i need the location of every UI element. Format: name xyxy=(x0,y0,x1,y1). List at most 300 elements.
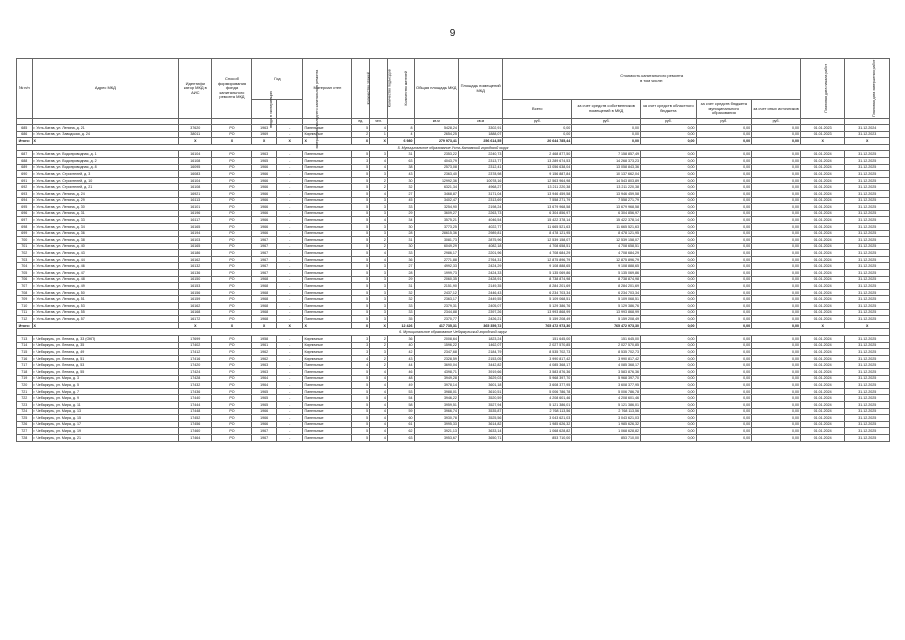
table-cell: Панельные xyxy=(303,157,352,164)
table-cell: г. Усть-Катав, ул. Ленина, д. 40 xyxy=(32,243,179,250)
table-cell: 2240,73 xyxy=(458,151,502,158)
table-cell: 2313,69 xyxy=(458,197,502,204)
table-cell: 0,00 xyxy=(752,151,801,158)
table-cell: 722 xyxy=(17,395,33,402)
total-row xyxy=(17,138,890,145)
table-cell: 01.01.2024 xyxy=(800,263,844,270)
table-cell: 01.01.2024 xyxy=(800,355,844,362)
table-cell: 2153,05 xyxy=(458,355,502,362)
table-cell: 5 159 208,49 xyxy=(503,316,572,323)
total-cell: 256 614,55 xyxy=(458,138,502,145)
table-cell: 31.12.2025 xyxy=(845,408,890,415)
table-cell: - xyxy=(276,171,303,178)
table-cell: 2 xyxy=(370,342,388,349)
table-cell: 5 xyxy=(352,125,370,132)
table-cell: г. Чебаркуль, ул. Мира, д. 5 xyxy=(32,382,179,389)
table-cell: - xyxy=(276,303,303,310)
table-cell: 16136 xyxy=(179,270,212,277)
table-cell: Панельные xyxy=(303,217,352,224)
total-cell: X xyxy=(352,138,370,145)
table-cell: г. Усть-Катав, ул. Ленина, д. 21 xyxy=(32,125,179,132)
table-cell: 1958 xyxy=(252,336,276,343)
table-cell: 31.12.2025 xyxy=(845,243,890,250)
table-cell: 0,00 xyxy=(641,401,697,408)
table-cell: 2397,26 xyxy=(458,309,502,316)
table-cell: 0,00 xyxy=(752,197,801,204)
unit-cell: руб. xyxy=(752,119,801,125)
table-cell: 16113 xyxy=(179,197,212,204)
table-cell: г. Усть-Катав, ул. Ленина, д. 31 xyxy=(32,210,179,217)
table-cell: 6049,29 xyxy=(414,243,458,250)
table-cell: 0,00 xyxy=(696,395,752,402)
table-cell: 5 129 386,76 xyxy=(572,303,641,310)
table-cell: 689 xyxy=(17,164,33,171)
table-row xyxy=(17,171,890,178)
table-cell: - xyxy=(276,243,303,250)
table-cell: 01.01.2024 xyxy=(800,349,844,356)
table-cell: 0,00 xyxy=(696,270,752,277)
total-cell: X xyxy=(845,322,890,329)
table-cell: 2328,59 xyxy=(414,355,458,362)
header-area-living: Площадь помещений МКД xyxy=(458,59,502,119)
table-cell: 2379,31 xyxy=(414,303,458,310)
table-cell: 13 993 868,99 xyxy=(503,309,572,316)
table-row xyxy=(17,303,890,310)
table-cell: 4022,77 xyxy=(458,223,502,230)
table-cell: - xyxy=(276,362,303,369)
table-cell: 0,00 xyxy=(641,177,697,184)
table-cell: 1 985 626,32 xyxy=(572,421,641,428)
table-cell: 1968 xyxy=(252,303,276,310)
table-cell: 5 xyxy=(352,171,370,178)
table-cell: 1968 xyxy=(252,276,276,283)
table-row xyxy=(17,296,890,303)
table-cell: 1966 xyxy=(252,177,276,184)
table-cell: 3978,14 xyxy=(414,382,458,389)
table-cell: 2875,96 xyxy=(458,237,502,244)
table-cell: 3966,74 xyxy=(414,408,458,415)
table-cell: 2201,96 xyxy=(458,250,502,257)
total-cell: 765 472 973,30 xyxy=(572,322,641,329)
header-floors: Количество этажей xyxy=(352,59,370,119)
table-cell: 0,00 xyxy=(696,237,752,244)
table-cell: 2426,21 xyxy=(458,316,502,323)
table-cell: 01.01.2024 xyxy=(800,243,844,250)
table-cell: - xyxy=(276,395,303,402)
table-cell: 3254,90 xyxy=(414,204,458,211)
header-cost-region: за счет средств областного бюджета xyxy=(641,100,697,119)
table-cell: 14 543 803,89 xyxy=(572,177,641,184)
table-body xyxy=(17,125,890,442)
table-cell: 5 xyxy=(352,401,370,408)
table-cell: 0,00 xyxy=(696,382,752,389)
table-cell: 1967 xyxy=(252,270,276,277)
table-cell: 53 xyxy=(387,388,414,395)
table-cell: 4968,27 xyxy=(458,184,502,191)
table-cell: 5 xyxy=(352,395,370,402)
table-cell: 1968 xyxy=(252,309,276,316)
table-cell: 0,00 xyxy=(641,316,697,323)
table-cell: 31.12.2025 xyxy=(845,230,890,237)
table-cell: 0,00 xyxy=(696,355,752,362)
table-cell: 1966 xyxy=(252,408,276,415)
table-cell: 0,00 xyxy=(696,276,752,283)
table-cell: 5 968 397,70 xyxy=(503,375,572,382)
table-cell: 17412 xyxy=(179,349,212,356)
table-row xyxy=(17,434,890,441)
table-cell: 2151,90 xyxy=(414,283,458,290)
table-cell: 4 xyxy=(370,388,388,395)
table-cell: 1967 xyxy=(252,250,276,257)
table-cell: 0,00 xyxy=(696,336,752,343)
table-cell: 15 422 378,14 xyxy=(572,217,641,224)
table-cell: 5 xyxy=(352,382,370,389)
table-cell: 0,00 xyxy=(752,375,801,382)
table-cell: 31.12.2025 xyxy=(845,190,890,197)
table-cell: РО xyxy=(212,184,252,191)
table-cell: 28 xyxy=(387,230,414,237)
table-cell: Панельные xyxy=(303,171,352,178)
table-cell: 7 558 271,79 xyxy=(503,197,572,204)
table-cell: Панельные xyxy=(303,184,352,191)
table-cell: РО xyxy=(212,263,252,270)
table-cell: 16083 xyxy=(179,171,212,178)
table-cell: 0,00 xyxy=(641,336,697,343)
table-cell: 693 xyxy=(17,190,33,197)
table-cell: 0,00 xyxy=(641,421,697,428)
table-cell: 13 056 638,04 xyxy=(503,164,572,171)
table-cell: 0,00 xyxy=(696,421,752,428)
table-cell: 0,00 xyxy=(696,316,752,323)
table-cell: 5 xyxy=(352,368,370,375)
table-cell: 0,00 xyxy=(696,289,752,296)
table-cell: 01.01.2024 xyxy=(800,184,844,191)
table-cell: 1823,24 xyxy=(458,336,502,343)
table-cell: 3171,04 xyxy=(458,190,502,197)
table-cell: 43 xyxy=(387,171,414,178)
table-cell: 01.01.2024 xyxy=(800,368,844,375)
total-cell: 0,00 xyxy=(641,138,697,145)
table-cell: 709 xyxy=(17,296,33,303)
table-cell: 0,00 xyxy=(696,204,752,211)
table-cell: 5 xyxy=(352,375,370,382)
table-cell: 63 xyxy=(387,434,414,441)
table-cell: 1964 xyxy=(252,375,276,382)
table-cell: 31.12.2025 xyxy=(845,382,890,389)
total-cell: X xyxy=(352,322,370,329)
table-cell: 01.01.2023 xyxy=(800,131,844,138)
header-ident: Идентифи катор МКД в АИС xyxy=(179,59,212,119)
table-cell: 01.01.2024 xyxy=(800,309,844,316)
table-cell: 01.01.2024 xyxy=(800,289,844,296)
table-cell: 01.01.2024 xyxy=(800,401,844,408)
table-row xyxy=(17,355,890,362)
table-cell: 719 xyxy=(17,375,33,382)
table-cell: - xyxy=(276,263,303,270)
table-cell: 31.12.2025 xyxy=(845,415,890,422)
table-cell: 31.12.2025 xyxy=(845,309,890,316)
table-row xyxy=(17,368,890,375)
total-cell: X xyxy=(276,138,303,145)
table-cell: 01.01.2024 xyxy=(800,210,844,217)
table-cell: - xyxy=(276,177,303,184)
table-cell: 720 xyxy=(17,382,33,389)
table-cell: 2347,68 xyxy=(414,349,458,356)
table-cell: 2312,41 xyxy=(458,164,502,171)
total-cell: 20 644 785,44 xyxy=(503,138,572,145)
table-cell: 3 608 377,95 xyxy=(572,382,641,389)
table-cell: г. Чебаркуль, ул. Мира, д. 3 xyxy=(32,375,179,382)
table-cell: - xyxy=(276,223,303,230)
table-cell: 01.01.2024 xyxy=(800,250,844,257)
page-number: 9 xyxy=(449,28,456,39)
table-cell: 5 xyxy=(352,303,370,310)
table-cell: 31.12.2024 xyxy=(845,125,890,132)
table-cell: 0,00 xyxy=(641,263,697,270)
total-cell: X xyxy=(212,138,252,145)
table-cell: 5 xyxy=(352,309,370,316)
table-cell: - xyxy=(276,250,303,257)
table-row xyxy=(17,401,890,408)
table-cell: 17402 xyxy=(179,342,212,349)
table-cell: 2 468 877,50 xyxy=(503,151,572,158)
table-cell: 2 xyxy=(370,355,388,362)
table-cell: 1962 xyxy=(252,355,276,362)
table-cell: г. Усть-Катав, ул. Ленина, д. 36 xyxy=(32,230,179,237)
table-cell: РО xyxy=(212,230,252,237)
table-cell: 01.01.2024 xyxy=(800,157,844,164)
table-cell: 2 027 570,85 xyxy=(572,342,641,349)
table-row xyxy=(17,421,890,428)
table-cell: 32 xyxy=(387,289,414,296)
table-cell: 0,00 xyxy=(696,164,752,171)
table-cell: 01.01.2024 xyxy=(800,336,844,343)
table-cell: Панельные xyxy=(303,309,352,316)
table-cell: Панельные xyxy=(303,415,352,422)
table-cell: 31.12.2025 xyxy=(845,289,890,296)
table-cell: 45 xyxy=(387,197,414,204)
table-cell: 691 xyxy=(17,177,33,184)
table-cell: Панельные xyxy=(303,434,352,441)
table-cell: 16168 xyxy=(179,309,212,316)
table-cell: 1962 xyxy=(252,349,276,356)
table-cell: 8 535 702,73 xyxy=(503,349,572,356)
table-cell: 3 xyxy=(370,303,388,310)
table-cell: 0,00 xyxy=(641,250,697,257)
table-cell: 8 738 874,98 xyxy=(503,276,572,283)
table-cell: - xyxy=(276,342,303,349)
table-cell: 0,00 xyxy=(641,303,697,310)
table-cell: 5 xyxy=(352,210,370,217)
table-cell: 717 xyxy=(17,362,33,369)
table-cell: 31.12.2025 xyxy=(845,355,890,362)
table-cell: 27 xyxy=(387,190,414,197)
table-row xyxy=(17,197,890,204)
total-cell: 417 735,31 xyxy=(414,322,458,329)
unit-cell: руб. xyxy=(696,119,752,125)
table-cell: 01.01.2024 xyxy=(800,375,844,382)
table-cell: - xyxy=(276,217,303,224)
table-cell: 704 xyxy=(17,263,33,270)
table-cell: 1965 xyxy=(252,157,276,164)
table-cell: 3614,82 xyxy=(458,421,502,428)
table-cell: 31.12.2025 xyxy=(845,237,890,244)
table-cell: 3 xyxy=(370,276,388,283)
table-cell: 01.01.2024 xyxy=(800,342,844,349)
table-cell: 3609,27 xyxy=(414,210,458,217)
table-cell: Панельные xyxy=(303,303,352,310)
table-cell: - xyxy=(276,368,303,375)
table-cell: 0,00 xyxy=(752,349,801,356)
table-cell: РО xyxy=(212,408,252,415)
table-cell: 4 xyxy=(370,395,388,402)
total-cell: 0,00 xyxy=(641,322,697,329)
table-cell: 3629,03 xyxy=(458,375,502,382)
table-cell: Панельные xyxy=(303,316,352,323)
table-row xyxy=(17,309,890,316)
table-cell: 3 xyxy=(370,151,388,158)
table-cell: 1966 xyxy=(252,223,276,230)
table-cell: 0,00 xyxy=(641,296,697,303)
table-cell: г. Усть-Катав, ул. Ленина, д. 48 xyxy=(32,276,179,283)
table-cell: 0,00 xyxy=(752,256,801,263)
table-cell: РО xyxy=(212,217,252,224)
total-cell: X xyxy=(303,322,352,329)
table-cell: 0,00 xyxy=(752,164,801,171)
table-cell: 4 xyxy=(370,217,388,224)
table-cell: 34 xyxy=(387,217,414,224)
table-cell: г. Чебаркуль, ул. Ленина, д. 55 xyxy=(32,368,179,375)
table-cell: 7 158 857,49 xyxy=(572,151,641,158)
table-cell: Панельные xyxy=(303,164,352,171)
table-cell: - xyxy=(276,375,303,382)
total-cell: 0,00 xyxy=(752,322,801,329)
table-cell: г. Чебаркуль, ул. Ленина, д. 51 xyxy=(32,355,179,362)
table-cell: 3 990 817,42 xyxy=(503,355,572,362)
table-cell: 0,00 xyxy=(641,151,697,158)
table-cell: 1967 xyxy=(252,428,276,435)
table-cell: 0,00 xyxy=(752,382,801,389)
table-cell: 2008,64 xyxy=(414,336,458,343)
table-cell: РО xyxy=(212,190,252,197)
table-cell: 3601,18 xyxy=(458,382,502,389)
table-cell: г. Усть-Катав, ул. Строителей, д. 3 xyxy=(32,171,179,178)
table-cell: г. Усть-Катав, ул. Ленина, д. 24 xyxy=(32,190,179,197)
table-cell: 0,00 xyxy=(696,309,752,316)
table-cell: 4 085 368,17 xyxy=(572,362,641,369)
table-cell: 0,00 xyxy=(752,263,801,270)
table-row xyxy=(17,395,890,402)
table-cell: Панельные xyxy=(303,230,352,237)
table-cell: 0,00 xyxy=(641,184,697,191)
table-cell: 716 xyxy=(17,355,33,362)
table-cell: 12 539 158,07 xyxy=(572,237,641,244)
table-cell: 1965 xyxy=(252,388,276,395)
table-cell: 0,00 xyxy=(641,309,697,316)
table-cell: 1 985 626,32 xyxy=(503,421,572,428)
table-cell: 3 xyxy=(370,230,388,237)
table-cell: 727 xyxy=(17,428,33,435)
table-cell: 5 121 386,01 xyxy=(503,401,572,408)
table-cell: 0,00 xyxy=(696,296,752,303)
table-cell: 8 478 121,95 xyxy=(503,230,572,237)
table-cell: РО xyxy=(212,296,252,303)
table-cell: 0,00 xyxy=(752,362,801,369)
table-cell: 01.01.2024 xyxy=(800,197,844,204)
table-cell: 4 708 658,51 xyxy=(572,243,641,250)
table-cell: 01.01.2024 xyxy=(800,283,844,290)
table-cell: - xyxy=(276,283,303,290)
table-cell: 12 539 158,07 xyxy=(503,237,572,244)
table-cell: 16165 xyxy=(179,223,212,230)
table-cell: Панельные xyxy=(303,276,352,283)
table-row xyxy=(17,382,890,389)
table-cell: 2313,77 xyxy=(458,157,502,164)
table-cell: 0,00 xyxy=(503,125,572,132)
table-cell: 16172 xyxy=(179,316,212,323)
table-cell: 2 xyxy=(352,131,370,138)
table-cell: 0,00 xyxy=(696,303,752,310)
table-row xyxy=(17,276,890,283)
table-cell: 0,00 xyxy=(641,289,697,296)
table-cell: 2198,24 xyxy=(458,204,502,211)
table-cell: 3 xyxy=(370,316,388,323)
table-cell: 3773,25 xyxy=(414,223,458,230)
table-cell: 01.01.2024 xyxy=(800,190,844,197)
table-cell: 3 xyxy=(370,204,388,211)
table-cell: 1 068 628,82 xyxy=(572,428,641,435)
table-cell: 01.01.2024 xyxy=(800,421,844,428)
table-cell: 728 xyxy=(17,434,33,441)
table-cell: 31.12.2025 xyxy=(845,177,890,184)
table-cell: 8 478 121,95 xyxy=(572,230,641,237)
table-cell: 0,00 xyxy=(641,197,697,204)
table-cell: - xyxy=(276,296,303,303)
table-row xyxy=(17,375,890,382)
table-cell: 0,00 xyxy=(752,243,801,250)
table-cell: 31 xyxy=(387,151,414,158)
table-cell: 3 xyxy=(352,157,370,164)
table-cell: 5 159 208,49 xyxy=(572,316,641,323)
table-cell: РО xyxy=(212,362,252,369)
table-cell: 4 xyxy=(370,256,388,263)
table-cell: 16156 xyxy=(179,289,212,296)
table-cell: г. Усть-Катав, ул. Водопроводная, д. 2 xyxy=(32,157,179,164)
table-cell: 31.12.2025 xyxy=(845,336,890,343)
table-cell: 54 xyxy=(387,395,414,402)
table-cell: 5 xyxy=(352,296,370,303)
table-cell: 13 679 968,58 xyxy=(503,204,572,211)
table-cell: 3 xyxy=(370,309,388,316)
table-cell: 15 422 378,14 xyxy=(503,217,572,224)
table-cell: 2424,29 xyxy=(458,263,502,270)
table-cell: 0,00 xyxy=(696,362,752,369)
table-cell: 5 xyxy=(352,408,370,415)
table-cell: 31.12.2025 xyxy=(845,421,890,428)
table-cell: - xyxy=(276,237,303,244)
table-cell: 3442,82 xyxy=(458,362,502,369)
table-cell: 3081,73 xyxy=(414,237,458,244)
table-cell: 0,00 xyxy=(696,184,752,191)
table-cell: 3527,94 xyxy=(458,401,502,408)
total-cell: Итого: xyxy=(17,322,33,329)
table-cell: г. Усть-Катав, ул. Ленина, д. 55 xyxy=(32,309,179,316)
table-cell: 702 xyxy=(17,250,33,257)
table-cell: 3650,71 xyxy=(458,434,502,441)
table-cell: 3633,14 xyxy=(458,428,502,435)
table-cell: 2149,35 xyxy=(458,283,502,290)
table-cell: РО xyxy=(212,395,252,402)
